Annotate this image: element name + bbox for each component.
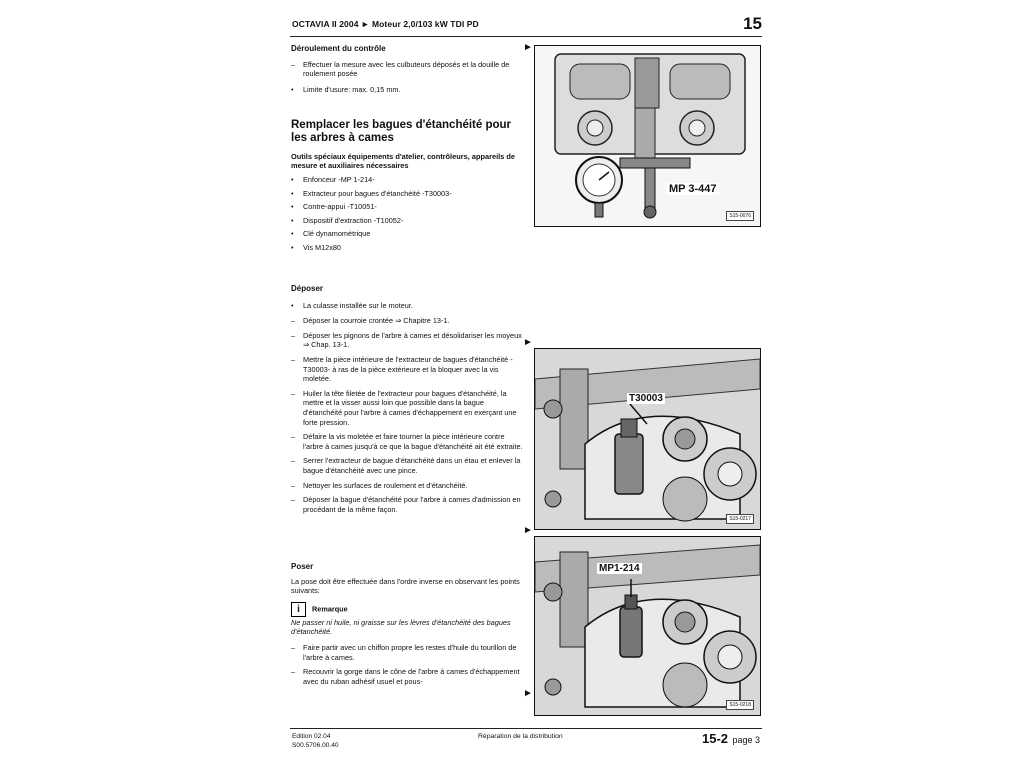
header-page-number: 15: [743, 14, 762, 33]
tool-item: • Extracteur pour bagues d'étanchéité -T30003-: [291, 188, 452, 198]
tool-item: • Contre-appui -T10051-: [291, 202, 377, 212]
figure-tool-mp3-447: [534, 45, 761, 227]
figure-code: S15-0217: [726, 514, 754, 524]
list-item: – Nettoyer les surfaces de roulement et d'étanchéité.: [291, 480, 468, 490]
header-title: OCTAVIA II 2004 ► Moteur 2,0/103 kW TDI PD: [292, 19, 479, 29]
tools-heading: Outils spéciaux équipements d'atelier, contrôleurs, appareils de mesure et auxiliaires nécessaires: [291, 152, 515, 170]
intro-text: La pose doit être effectuée dans l'ordre inverse en observant les points suivants:: [291, 576, 520, 596]
section-controle: [291, 44, 523, 94]
tool-item: • Clé dynamométrique: [291, 229, 371, 239]
pointer-arrow-icon: ►: [523, 42, 533, 53]
footer-page-sub: page 3: [732, 735, 760, 745]
section-remplacer: [291, 119, 523, 253]
section-poser: [291, 562, 523, 686]
list-item: – Faire partir avec un chiffon propre les restes d'huile du tourillon de l'arbre à cames.: [291, 642, 517, 662]
engine-illustration: [535, 349, 760, 529]
footer-page-main: 15-2: [701, 731, 729, 746]
list-item: – Déposer les pignons de l'arbre à cames et désolidariser les moyeux ⇒ Chap. 13-1.: [291, 330, 522, 350]
figure-label: MP1-214: [599, 563, 640, 574]
list-item: • Limite d'usure: max. 0,15 mm.: [291, 84, 401, 94]
figure-tool-t30003: [534, 348, 761, 530]
footer-edition-block: [292, 733, 339, 750]
footer-edition: Edition 02.04: [292, 733, 331, 740]
list-item: – Effectuer la mesure avec les culbuteurs déposés et la douille de roulement posée: [291, 59, 510, 79]
figure-tool-mp1-214: [534, 536, 761, 716]
remark-heading: i Remarque: [291, 602, 523, 617]
section-deposer: [291, 284, 523, 514]
tool-item: • Dispositif d'extraction -T10052-: [291, 215, 404, 225]
list-item: – Déposer la courroie crontée ⇒ Chapitre 13-1.: [291, 316, 450, 326]
footer-chapter: Réparation de la distribution: [478, 733, 563, 740]
pointer-arrow-icon: ►: [523, 688, 533, 699]
page-header: [290, 14, 762, 37]
figure-label: MP 3-447: [669, 183, 717, 195]
list-item: – Recouvrir la gorge dans le cône de l'arbre à cames d'échappement avec du ruban adhésif usuel et pous-: [291, 667, 520, 686]
footer-code: S00.5706.00.40: [292, 741, 339, 749]
section-title: Déposer: [291, 284, 324, 293]
section-title: Poser: [291, 562, 314, 571]
tool-item: • Vis M12x80: [291, 242, 341, 252]
footer-page: [702, 730, 760, 748]
list-item: • La culasse installée sur le moteur.: [291, 300, 413, 310]
info-icon: i: [291, 602, 306, 617]
section-title: Déroulement du contrôle: [291, 44, 386, 53]
list-item: – Défaire la vis moletée et faire tourner la pièce intérieure contre l'arbre à cames jusqu'à ce que la bague d'étanchéité ait été extraite.: [291, 432, 523, 451]
engine-illustration: [535, 46, 760, 226]
figure-code: S15-0076: [726, 211, 754, 221]
list-item: – Serrer l'extracteur de bague d'étanchéité dans un étau et enlever la bague d'étanchéité avec une pince.: [291, 456, 521, 475]
section-heading: Remplacer les bagues d'étanchéité pour les arbres à cames: [291, 119, 512, 144]
page-footer: [290, 728, 762, 759]
list-item: – Huiler la tête filetée de l'extracteur pour bagues d'étanchéité, la mettre et la visser aussi loin que possible dans la bague d'étanchéité pour l'arbre à cames d'échappement en exerçant une forte pression.: [291, 388, 517, 427]
remark-text: Ne passer ni huile, ni graisse sur les lèvres d'étanchéité des bagues d'étanchéité.: [291, 617, 511, 637]
list-item: – Mettre la pièce intérieure de l'extracteur de bagues d'étanchéité -T30003- à ras de la pièce extérieure et la bloquer avec la vis moletée.: [291, 354, 513, 384]
pointer-arrow-icon: ►: [523, 525, 533, 536]
list-item: – Déposer la bague d'étanchéité pour l'arbre à cames d'admission en procédant de la même façon.: [291, 495, 521, 514]
pointer-arrow-icon: ►: [523, 337, 533, 348]
figure-label: T30003: [629, 393, 663, 404]
tool-item: • Enfonceur -MP 1-214-: [291, 175, 375, 184]
figure-code: S15-0218: [726, 700, 754, 710]
engine-illustration: [535, 537, 760, 715]
